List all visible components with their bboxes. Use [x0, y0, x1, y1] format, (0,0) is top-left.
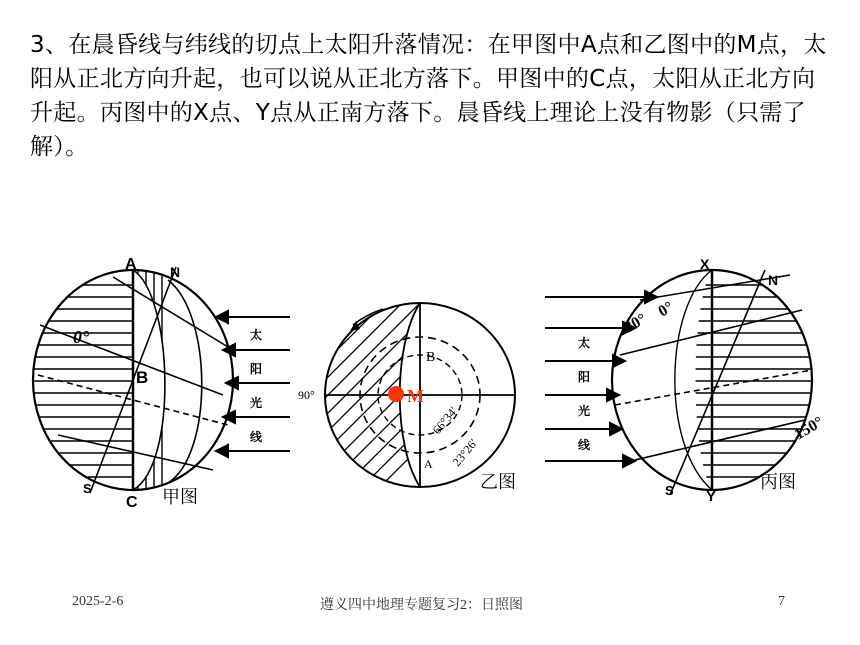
main-paragraph: 3、在晨昏线与纬线的切点上太阳升落情况：在甲图中A点和乙图中的M点，太阳从正北方向升起，也可以说从正北方落下。甲图中的C点，太阳从正北方向升起。丙图中的X点、Y点从正南方落下。晨昏线上理论上没有物影（只需了解）。 [30, 32, 827, 160]
jia-sun-2: 阳 [250, 362, 263, 376]
bing-label-s: S [665, 483, 674, 498]
bing-label-y: Y [706, 488, 717, 505]
jia-sun-1: 太 [250, 328, 263, 342]
caption-yi: 乙图 [480, 472, 516, 493]
yi-label-90: 90° [298, 388, 315, 402]
jia-label-n: N [170, 264, 181, 280]
jia-label-a: A [125, 256, 137, 273]
yi-angle-1: 66°34′ [429, 403, 461, 437]
figure-jia [18, 255, 293, 510]
jia-label-s: S [83, 481, 92, 496]
bing-label-0: 0° [655, 298, 677, 321]
jia-label-c: C [126, 494, 138, 510]
bing-sun-3: 光 [578, 404, 591, 418]
bing-sun-1: 太 [578, 336, 591, 350]
caption-bing: 丙图 [760, 472, 796, 493]
bing-sun-4: 线 [578, 438, 591, 452]
yi-label-m: M [407, 386, 424, 406]
footer-page-number: 7 [778, 594, 785, 609]
figure-yi [298, 295, 523, 495]
bing-label-150: 150° [791, 413, 827, 444]
jia-label-b: B [136, 368, 149, 387]
yi-label-b: B [426, 350, 436, 365]
footer-title: 遵义四中地理专题复习2：日照图 [320, 598, 523, 613]
bing-label-x: X [700, 256, 710, 272]
bing-sun-2: 阳 [578, 370, 591, 384]
caption-jia: 甲图 [162, 487, 198, 508]
yi-label-a: A [424, 457, 433, 471]
yi-angle-2: 23°26′ [449, 435, 481, 469]
bing-label-30: 30° [621, 310, 650, 337]
jia-sun-3: 光 [250, 396, 263, 410]
footer-date: 2025-2-6 [72, 594, 124, 609]
bing-label-n: N [768, 272, 779, 288]
jia-sun-4: 线 [250, 430, 263, 444]
jia-label-zero: 0° [73, 327, 90, 347]
